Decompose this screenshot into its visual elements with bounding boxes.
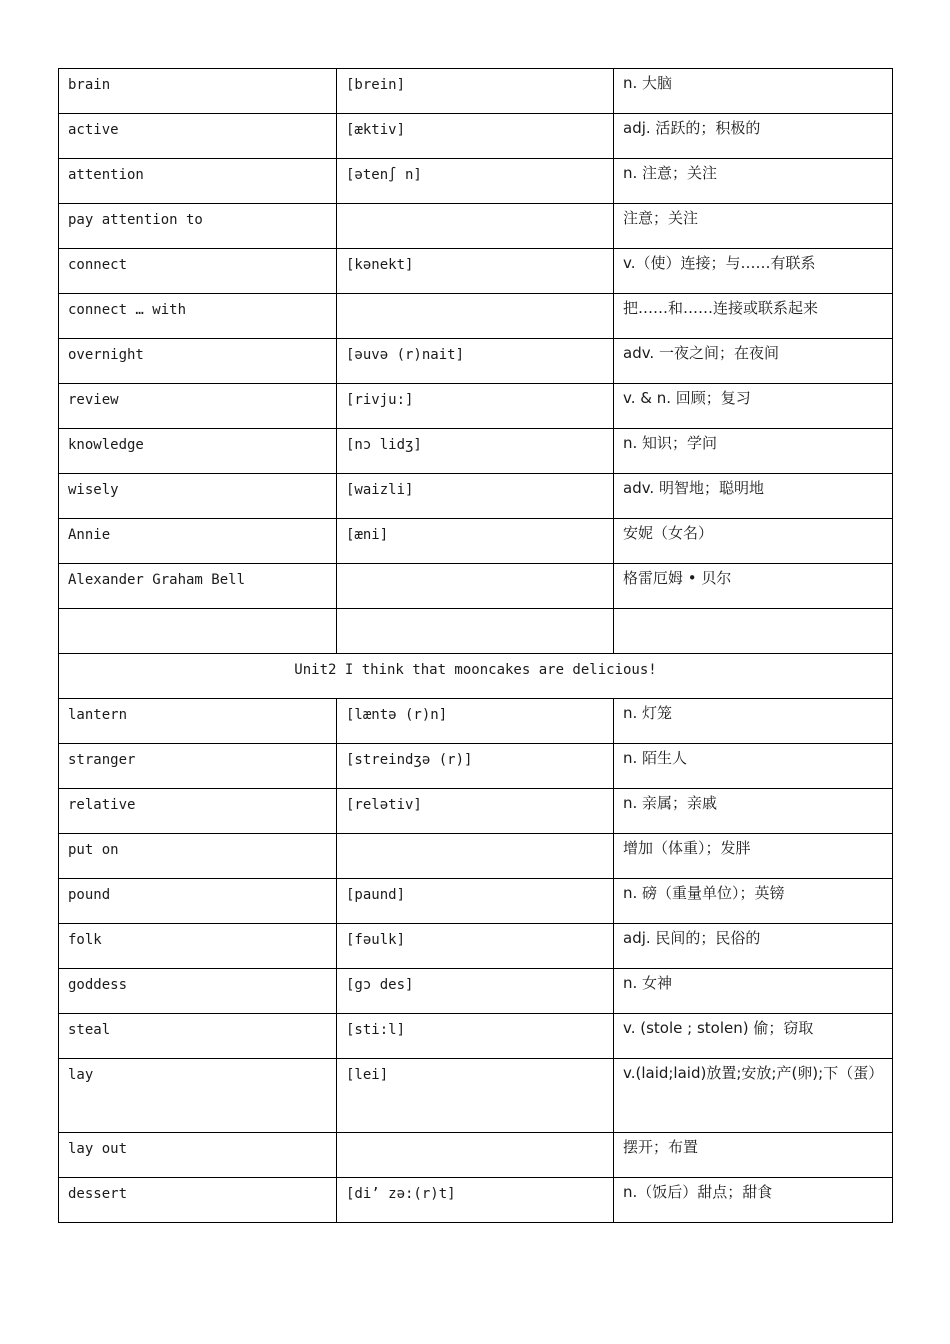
phonetic-cell: [relətiv] <box>337 789 614 834</box>
phonetic-cell: [rivju:] <box>337 384 614 429</box>
phonetic-cell: [æktiv] <box>337 114 614 159</box>
word-cell: brain <box>59 69 337 114</box>
phonetic-cell: [æni] <box>337 519 614 564</box>
phonetic-cell: [lei] <box>337 1059 614 1133</box>
meaning-cell: n. 知识；学问 <box>614 429 893 474</box>
phonetic-cell: [streindʒə (r)] <box>337 744 614 789</box>
table-row <box>59 969 893 1014</box>
meaning-cell: n.（饭后）甜点；甜食 <box>614 1178 893 1223</box>
meaning-cell: v. & n. 回顾；复习 <box>614 384 893 429</box>
phonetic-cell: [əuvə (r)nait] <box>337 339 614 384</box>
phonetic-cell: [paund] <box>337 879 614 924</box>
table-row <box>59 249 893 294</box>
meaning-cell: 注意；关注 <box>614 204 893 249</box>
phonetic-cell <box>337 834 614 879</box>
word-cell: folk <box>59 924 337 969</box>
meaning-cell: 增加（体重）；发胖 <box>614 834 893 879</box>
table-row <box>59 744 893 789</box>
table-row <box>59 114 893 159</box>
meaning-cell: n. 磅（重量单位）；英镑 <box>614 879 893 924</box>
table-row <box>59 1059 893 1133</box>
table-row <box>59 384 893 429</box>
phonetic-cell <box>337 1133 614 1178</box>
table-row <box>59 1133 893 1178</box>
word-cell: review <box>59 384 337 429</box>
table-row-empty <box>59 609 893 654</box>
meaning-cell: n. 女神 <box>614 969 893 1014</box>
table-row <box>59 294 893 339</box>
meaning-cell: v. (stole ; stolen) 偷；窃取 <box>614 1014 893 1059</box>
meaning-cell: n. 大脑 <box>614 69 893 114</box>
meaning-cell: adv. 一夜之间；在夜间 <box>614 339 893 384</box>
meaning-cell: n. 陌生人 <box>614 744 893 789</box>
table-row <box>59 474 893 519</box>
word-cell: Alexander Graham Bell <box>59 564 337 609</box>
meaning-cell: v.(laid;laid)放置;安放;产(卵);下（蛋） <box>614 1059 893 1133</box>
word-cell: wisely <box>59 474 337 519</box>
phonetic-cell: [nɔ lidʒ] <box>337 429 614 474</box>
table-row <box>59 204 893 249</box>
word-cell: pound <box>59 879 337 924</box>
word-cell: stranger <box>59 744 337 789</box>
meaning-cell: n. 注意；关注 <box>614 159 893 204</box>
phonetic-cell: [waizli] <box>337 474 614 519</box>
word-cell: relative <box>59 789 337 834</box>
meaning-cell: 安妮（女名） <box>614 519 893 564</box>
word-cell: attention <box>59 159 337 204</box>
phonetic-cell <box>337 204 614 249</box>
table-row <box>59 699 893 744</box>
phonetic-cell: [əten∫ n] <box>337 159 614 204</box>
vocabulary-table <box>58 68 893 1223</box>
table-row <box>59 69 893 114</box>
phonetic-cell <box>337 294 614 339</box>
unit-heading-row <box>59 654 893 699</box>
meaning-cell: n. 灯笼 <box>614 699 893 744</box>
phonetic-cell: [gɔ des] <box>337 969 614 1014</box>
word-cell: dessert <box>59 1178 337 1223</box>
meaning-cell: 格雷厄姆 • 贝尔 <box>614 564 893 609</box>
meaning-cell: adv. 明智地；聪明地 <box>614 474 893 519</box>
vocabulary-page <box>58 68 892 1223</box>
word-cell: overnight <box>59 339 337 384</box>
phonetic-cell: [sti:l] <box>337 1014 614 1059</box>
word-cell: lay <box>59 1059 337 1133</box>
word-cell: Annie <box>59 519 337 564</box>
word-cell: put on <box>59 834 337 879</box>
table-row <box>59 924 893 969</box>
word-cell: lay out <box>59 1133 337 1178</box>
word-cell: goddess <box>59 969 337 1014</box>
word-cell: lantern <box>59 699 337 744</box>
table-row <box>59 789 893 834</box>
table-row <box>59 564 893 609</box>
table-row <box>59 519 893 564</box>
table-row <box>59 339 893 384</box>
meaning-cell: adj. 活跃的；积极的 <box>614 114 893 159</box>
table-row <box>59 159 893 204</box>
word-cell: connect … with <box>59 294 337 339</box>
phonetic-cell: [di’ zə:(r)t] <box>337 1178 614 1223</box>
table-row <box>59 1178 893 1223</box>
meaning-cell <box>614 609 893 654</box>
word-cell <box>59 609 337 654</box>
unit-heading: Unit2 I think that mooncakes are delicious! <box>59 654 893 699</box>
phonetic-cell: [kənekt] <box>337 249 614 294</box>
phonetic-cell <box>337 564 614 609</box>
word-cell: knowledge <box>59 429 337 474</box>
table-row <box>59 879 893 924</box>
word-cell: active <box>59 114 337 159</box>
phonetic-cell <box>337 609 614 654</box>
phonetic-cell: [fəulk] <box>337 924 614 969</box>
word-cell: connect <box>59 249 337 294</box>
table-row <box>59 429 893 474</box>
meaning-cell: 摆开；布置 <box>614 1133 893 1178</box>
table-row <box>59 834 893 879</box>
meaning-cell: adj. 民间的；民俗的 <box>614 924 893 969</box>
meaning-cell: 把……和……连接或联系起来 <box>614 294 893 339</box>
phonetic-cell: [brein] <box>337 69 614 114</box>
phonetic-cell: [læntə (r)n] <box>337 699 614 744</box>
word-cell: steal <box>59 1014 337 1059</box>
word-cell: pay attention to <box>59 204 337 249</box>
meaning-cell: v.（使）连接；与……有联系 <box>614 249 893 294</box>
meaning-cell: n. 亲属；亲戚 <box>614 789 893 834</box>
table-row <box>59 1014 893 1059</box>
